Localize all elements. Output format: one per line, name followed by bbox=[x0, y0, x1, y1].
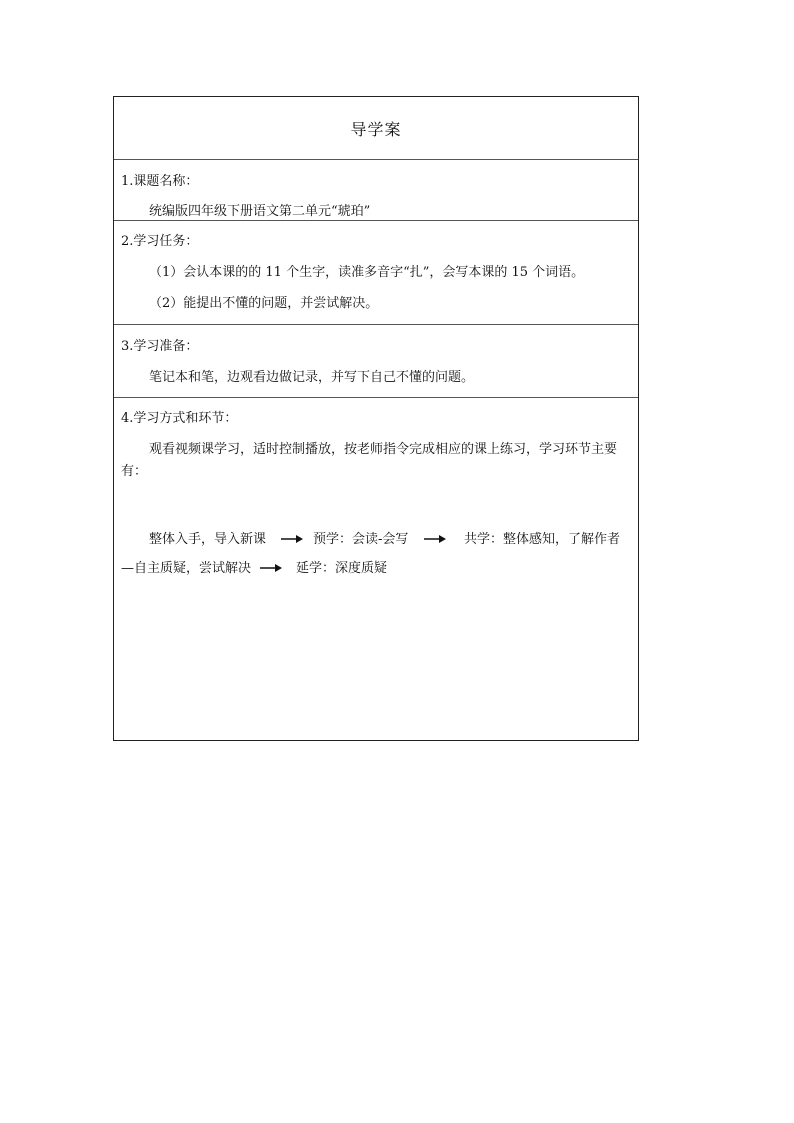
arrow-right-icon bbox=[424, 535, 446, 543]
step-5: 延学：深度质疑 bbox=[296, 561, 388, 576]
step-3: 共学：整体感知，了解作者 bbox=[464, 532, 621, 547]
step-1: 整体入手，导入新课 bbox=[149, 532, 267, 547]
task-item-1: （1）会认本课的的 11 个生字，读准多音字“扎”，会写本课的 15 个词语。 bbox=[149, 265, 585, 280]
method-intro: 观看视频课学习，适时控制播放，按老师指令完成相应的课上练习，学习环节主要有： bbox=[121, 442, 618, 479]
arrow-right-icon bbox=[281, 535, 303, 543]
study-guide-table bbox=[113, 96, 639, 741]
course-name: 统编版四年级下册语文第二单元“琥珀” bbox=[149, 204, 371, 219]
method-row bbox=[114, 398, 638, 742]
title-row bbox=[114, 97, 638, 160]
preparation-heading: 3.学习准备： bbox=[121, 339, 199, 354]
preparation-content: 笔记本和笔，边观看边做记录，并写下自己不懂的问题。 bbox=[149, 370, 475, 385]
method-heading: 4.学习方式和环节： bbox=[121, 411, 238, 426]
tasks-row bbox=[114, 221, 638, 325]
arrow-right-icon bbox=[260, 564, 282, 572]
preparation-row bbox=[114, 325, 638, 398]
task-item-2: （2）能提出不懂的问题，并尝试解决。 bbox=[149, 296, 379, 311]
step-4: —自主质疑，尝试解决 bbox=[121, 561, 252, 576]
step-2: 预学：会读-会写 bbox=[313, 532, 409, 547]
course-heading: 1.课题名称： bbox=[121, 174, 199, 189]
tasks-heading: 2.学习任务： bbox=[121, 234, 199, 249]
page-title: 导学案 bbox=[350, 120, 402, 139]
course-row bbox=[114, 160, 638, 221]
